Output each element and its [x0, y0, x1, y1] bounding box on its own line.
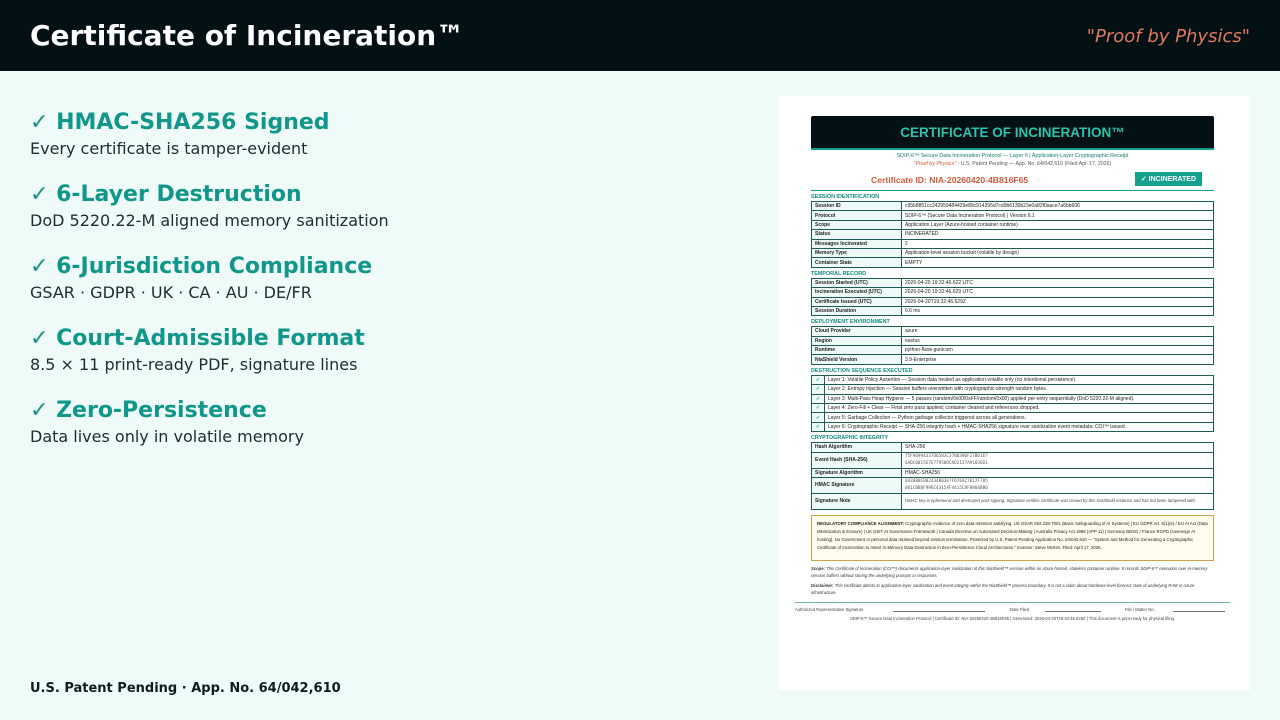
- row-key: Status: [812, 230, 902, 239]
- feature-zero-persistence: [30, 398, 304, 446]
- section-crypto: CRYPTOGRAPHIC INTEGRITY: [811, 435, 889, 442]
- date-filed-label: Date Filed: [1010, 606, 1030, 612]
- row-key: HMAC Signature: [812, 477, 902, 493]
- feature-court: [30, 326, 365, 374]
- table-row: [812, 404, 1214, 413]
- row-value: 2026-04-20T19:32:46.629Z: [902, 297, 1214, 306]
- row-value: python-flask-gunicorn: [902, 346, 1214, 355]
- row-key: Scope: [812, 220, 902, 229]
- check-icon: ✓: [812, 385, 825, 394]
- table-row: [812, 443, 1214, 452]
- hash-line: 043080CB0243480367FD76927017F785: [905, 479, 988, 485]
- feature-desc: GSAR · GDPR · UK · CA · AU · DE/FR: [30, 283, 312, 302]
- row-key: Certificate Issued (UTC): [812, 297, 902, 306]
- row-key: Protocol: [812, 211, 902, 220]
- table-row: [812, 248, 1214, 257]
- row-key: Session Started (UTC): [812, 278, 902, 287]
- layer-text: Layer 5: Garbage Collection — Python garbage collector triggered across all generations.: [825, 413, 1214, 422]
- section-destruction: DESTRUCTION SEQUENCE EXECUTED: [811, 367, 913, 374]
- certificate-title: CERTIFICATE OF INCINERATION™: [811, 116, 1214, 150]
- table-row: [812, 493, 1214, 509]
- feature-title: ✓ 6-Jurisdiction Compliance: [30, 254, 373, 279]
- hash-line: 6ADC6815E7E77958DCAD2137A91836D1: [905, 461, 988, 467]
- layer-text: Layer 4: Zero-Fill + Clear — Final zero pass applied; container cleared and references dropped.: [825, 404, 1214, 413]
- section-temporal: TEMPORAL RECORD: [811, 270, 867, 277]
- row-value: azure: [902, 327, 1214, 336]
- feature-jurisdiction: [30, 254, 372, 302]
- row-key: Incineration Executed (UTC): [812, 288, 902, 297]
- page-title: Certificate of Incineration™: [30, 19, 465, 52]
- row-key: NiaShield Version: [812, 355, 902, 364]
- layer-text: Layer 2: Entropy Injection — Session buffers overwritten with cryptographic-strength random bytes.: [825, 385, 1214, 394]
- table-row: [812, 297, 1214, 306]
- row-key: Signature Algorithm: [812, 468, 902, 477]
- table-row: [812, 278, 1214, 287]
- check-icon: ✓: [812, 413, 825, 422]
- table-row: [812, 306, 1214, 315]
- header-bar: [0, 0, 1280, 71]
- section-session: SESSION IDENTIFICATION: [811, 194, 880, 200]
- feature-desc: Data lives only in volatile memory: [30, 427, 304, 446]
- hash-line: 061CBB0F996C4315AF4415C8F8804BB0: [905, 486, 988, 492]
- table-row: [812, 355, 1214, 364]
- disclaimer-label: Disclaimer:: [811, 582, 834, 588]
- tagline: "Proof by Physics": [1086, 26, 1250, 47]
- hash-line: 75F96994337D6583C378D396F27BD1E7: [905, 454, 988, 460]
- signature-lines: [795, 602, 1230, 616]
- table-row: [812, 385, 1214, 394]
- table-row: [812, 413, 1214, 422]
- row-key: Region: [812, 336, 902, 345]
- deployment-table: [811, 326, 1214, 365]
- table-row: [812, 202, 1214, 211]
- table-row: [812, 422, 1214, 431]
- row-key: Cloud Provider: [812, 327, 902, 336]
- row-key: Runtime: [812, 346, 902, 355]
- layer-text: Layer 1: Volatile Policy Assertion — Session data treated as application-volatile only (no intentional persistence).: [825, 375, 1214, 384]
- destruction-table: [811, 375, 1214, 432]
- table-row: [812, 375, 1214, 384]
- table-row: [812, 211, 1214, 220]
- certificate-footer: SDIP-6™ Secure Data Incineration Protocol | Certificate ID: NIA-20260420-4B816F65 | Generated: 2026-04-20T19:32:46.629Z | This document is print-ready for physical filing.: [849, 615, 1176, 621]
- row-key: Memory Type: [812, 248, 902, 257]
- row-key: Hash Algorithm: [812, 443, 902, 452]
- table-row: [812, 394, 1214, 403]
- table-row: [812, 239, 1214, 248]
- table-row: [812, 452, 1214, 468]
- signature-rep-label: Authorized Representative Signature: [795, 606, 864, 612]
- row-value: INCINERATED: [902, 230, 1214, 239]
- certificate-preview: [778, 96, 1250, 690]
- feature-desc: Every certificate is tamper-evident: [30, 139, 308, 158]
- feature-title: ✓ Zero-Persistence: [30, 398, 267, 423]
- row-value: SHA-256: [902, 443, 1214, 452]
- row-value: 2026-04-20 19:32:46.629 UTC: [902, 288, 1214, 297]
- signature-line: [893, 611, 985, 612]
- feature-title: ✓ Court-Admissible Format: [30, 326, 365, 351]
- feature-title: ✓ 6-Layer Destruction: [30, 182, 302, 207]
- row-key: Signature Note: [812, 493, 902, 509]
- row-value: Application-level session bucket (volatile by design): [902, 248, 1214, 257]
- row-value: EMPTY: [902, 258, 1214, 267]
- layer-text: Layer 3: Multi-Pass Heap Hygiene — 5 passes (random/0x00/0xFF/random/0x00) applied per-entry sequentially (DoD 5220.22-M aligned).: [825, 394, 1214, 403]
- crypto-table: [811, 442, 1214, 510]
- hmac-signature: [902, 477, 1214, 493]
- row-key: Session Duration: [812, 306, 902, 315]
- file-matter-label: File / Matter No.: [1125, 606, 1155, 612]
- regulatory-box: [811, 515, 1214, 561]
- disclaimer-text: This certificate attests to application-layer sanitization and event integrity within the NiaShield™ process boundary. It is not a claim about hardware-level forensic state of underlying RAM or Azure infrastructure.: [811, 582, 1195, 596]
- section-deployment: DEPLOYMENT ENVIRONMENT: [811, 319, 890, 326]
- feature-desc: DoD 5220.22-M aligned memory sanitization: [30, 211, 389, 230]
- status-badge: ✓ INCINERATED: [1135, 172, 1202, 186]
- row-key: Messages Incinerated: [812, 239, 902, 248]
- row-value: 6.6 ms: [902, 306, 1214, 315]
- certificate-tagline: "Proof by Physics": [913, 161, 957, 167]
- feature-title: ✓ HMAC-SHA256 Signed: [30, 110, 330, 135]
- row-value: 3.9-Enterprise: [902, 355, 1214, 364]
- row-value: eastus: [902, 336, 1214, 345]
- table-row: [812, 336, 1214, 345]
- certificate-id-row: [811, 169, 1214, 191]
- certificate-tagline-row: [811, 161, 1214, 167]
- row-key: Session ID: [812, 202, 902, 211]
- check-icon: ✓: [812, 375, 825, 384]
- check-icon: ✓: [812, 422, 825, 431]
- scope-label: Scope:: [811, 565, 825, 571]
- feature-hmac: [30, 110, 330, 158]
- signature-note: HMAC key is ephemeral and destroyed post-signing. Signature verifies certificate was issued by this NiaShield instance and has not been tampered with.: [902, 493, 1214, 509]
- table-row: [812, 346, 1214, 355]
- table-row: [812, 230, 1214, 239]
- row-value: SDIP-6™ (Secure Data Incineration Protocol) | Version 6.1: [902, 211, 1214, 220]
- certificate-document: [795, 116, 1214, 621]
- event-hash: [902, 452, 1214, 468]
- table-row: [812, 258, 1214, 267]
- temporal-table: [811, 278, 1214, 317]
- row-value: 2026-04-20 19:32:46.622 UTC: [902, 278, 1214, 287]
- feature-desc: 8.5 × 11 print-ready PDF, signature lines: [30, 355, 358, 374]
- row-value: Application Layer (Azure-hosted container runtime): [902, 220, 1214, 229]
- row-value: 2: [902, 239, 1214, 248]
- session-table: [811, 201, 1214, 268]
- row-value: HMAC-SHA256: [902, 468, 1214, 477]
- file-line: [1173, 611, 1225, 612]
- row-key: Event Hash (SHA-256): [812, 452, 902, 468]
- check-icon: ✓: [812, 394, 825, 403]
- check-icon: ✓: [812, 404, 825, 413]
- regulatory-label: REGULATORY COMPLIANCE ALIGNMENT:: [817, 520, 905, 526]
- certificate-subtitle: SDIP-6™ Secure Data Incineration Protocol — Layer 6 | Application-Layer Cryptographic Receipt: [896, 153, 1129, 159]
- feature-layers: [30, 182, 389, 230]
- row-key: Container State: [812, 258, 902, 267]
- patent-notice: U.S. Patent Pending · App. No. 64/042,610: [30, 681, 341, 696]
- certificate-patent-line: · U.S. Patent Pending — App. No. 64/042,610 (Filed Apr. 17, 2026): [956, 161, 1112, 167]
- table-row: [812, 220, 1214, 229]
- certificate-id: Certificate ID: NIA-20260420-4B816F65: [871, 175, 1029, 185]
- table-row: [812, 468, 1214, 477]
- table-row: [812, 327, 1214, 336]
- table-row: [812, 288, 1214, 297]
- layer-text: Layer 6: Cryptographic Receipt — SHA-256 integrity hash + HMAC-SHA256 signature over sanitization event metadata; COI™ issued.: [825, 422, 1214, 431]
- scope-text: This Certificate of Incineration (COI™) documents application-layer sanitization of this NiaShield™ session within an Azure-hosted, stateless container runtime. It records SDIP-6™ execution over in-memory session buffers without storing the underlying prompts or responses.: [811, 565, 1208, 579]
- disclaimer-block: [811, 582, 1214, 597]
- regulatory-text: Cryptographic evidence of zero data retention satisfying: US GSAR 552.239-7001 (Basic Safeguarding of AI Systems) | EU GDPR Art. 5(1)(e) / EU AI Act (Data Minimization & Erasure) | UK DSIT AI Governance Framework | Canada Directive on Automated Decision-Making | Australia Privacy Act 1988 (APP 11) | Germany BDSG / France RGPD (sovereign AI hosting). No Government or personal data retained beyond session termination. Protected by U.S. Patent Pending Application No. 64/042,610 — "System and Method for Generating a Cryptographic Certificate of Incineration to Attest In-Memory Data Destruction in Zero-Persistence Cloud Architectures." Inventor: Steve McKim. Filed: April 17, 2026.: [817, 520, 1208, 550]
- table-row: [812, 477, 1214, 493]
- date-line: [1045, 611, 1101, 612]
- row-value: c95b8851cc242959484429e89c914395d7cd9b6130b23e0a82f0aace7a6bb606: [902, 202, 1214, 211]
- scope-text-block: [811, 565, 1214, 580]
